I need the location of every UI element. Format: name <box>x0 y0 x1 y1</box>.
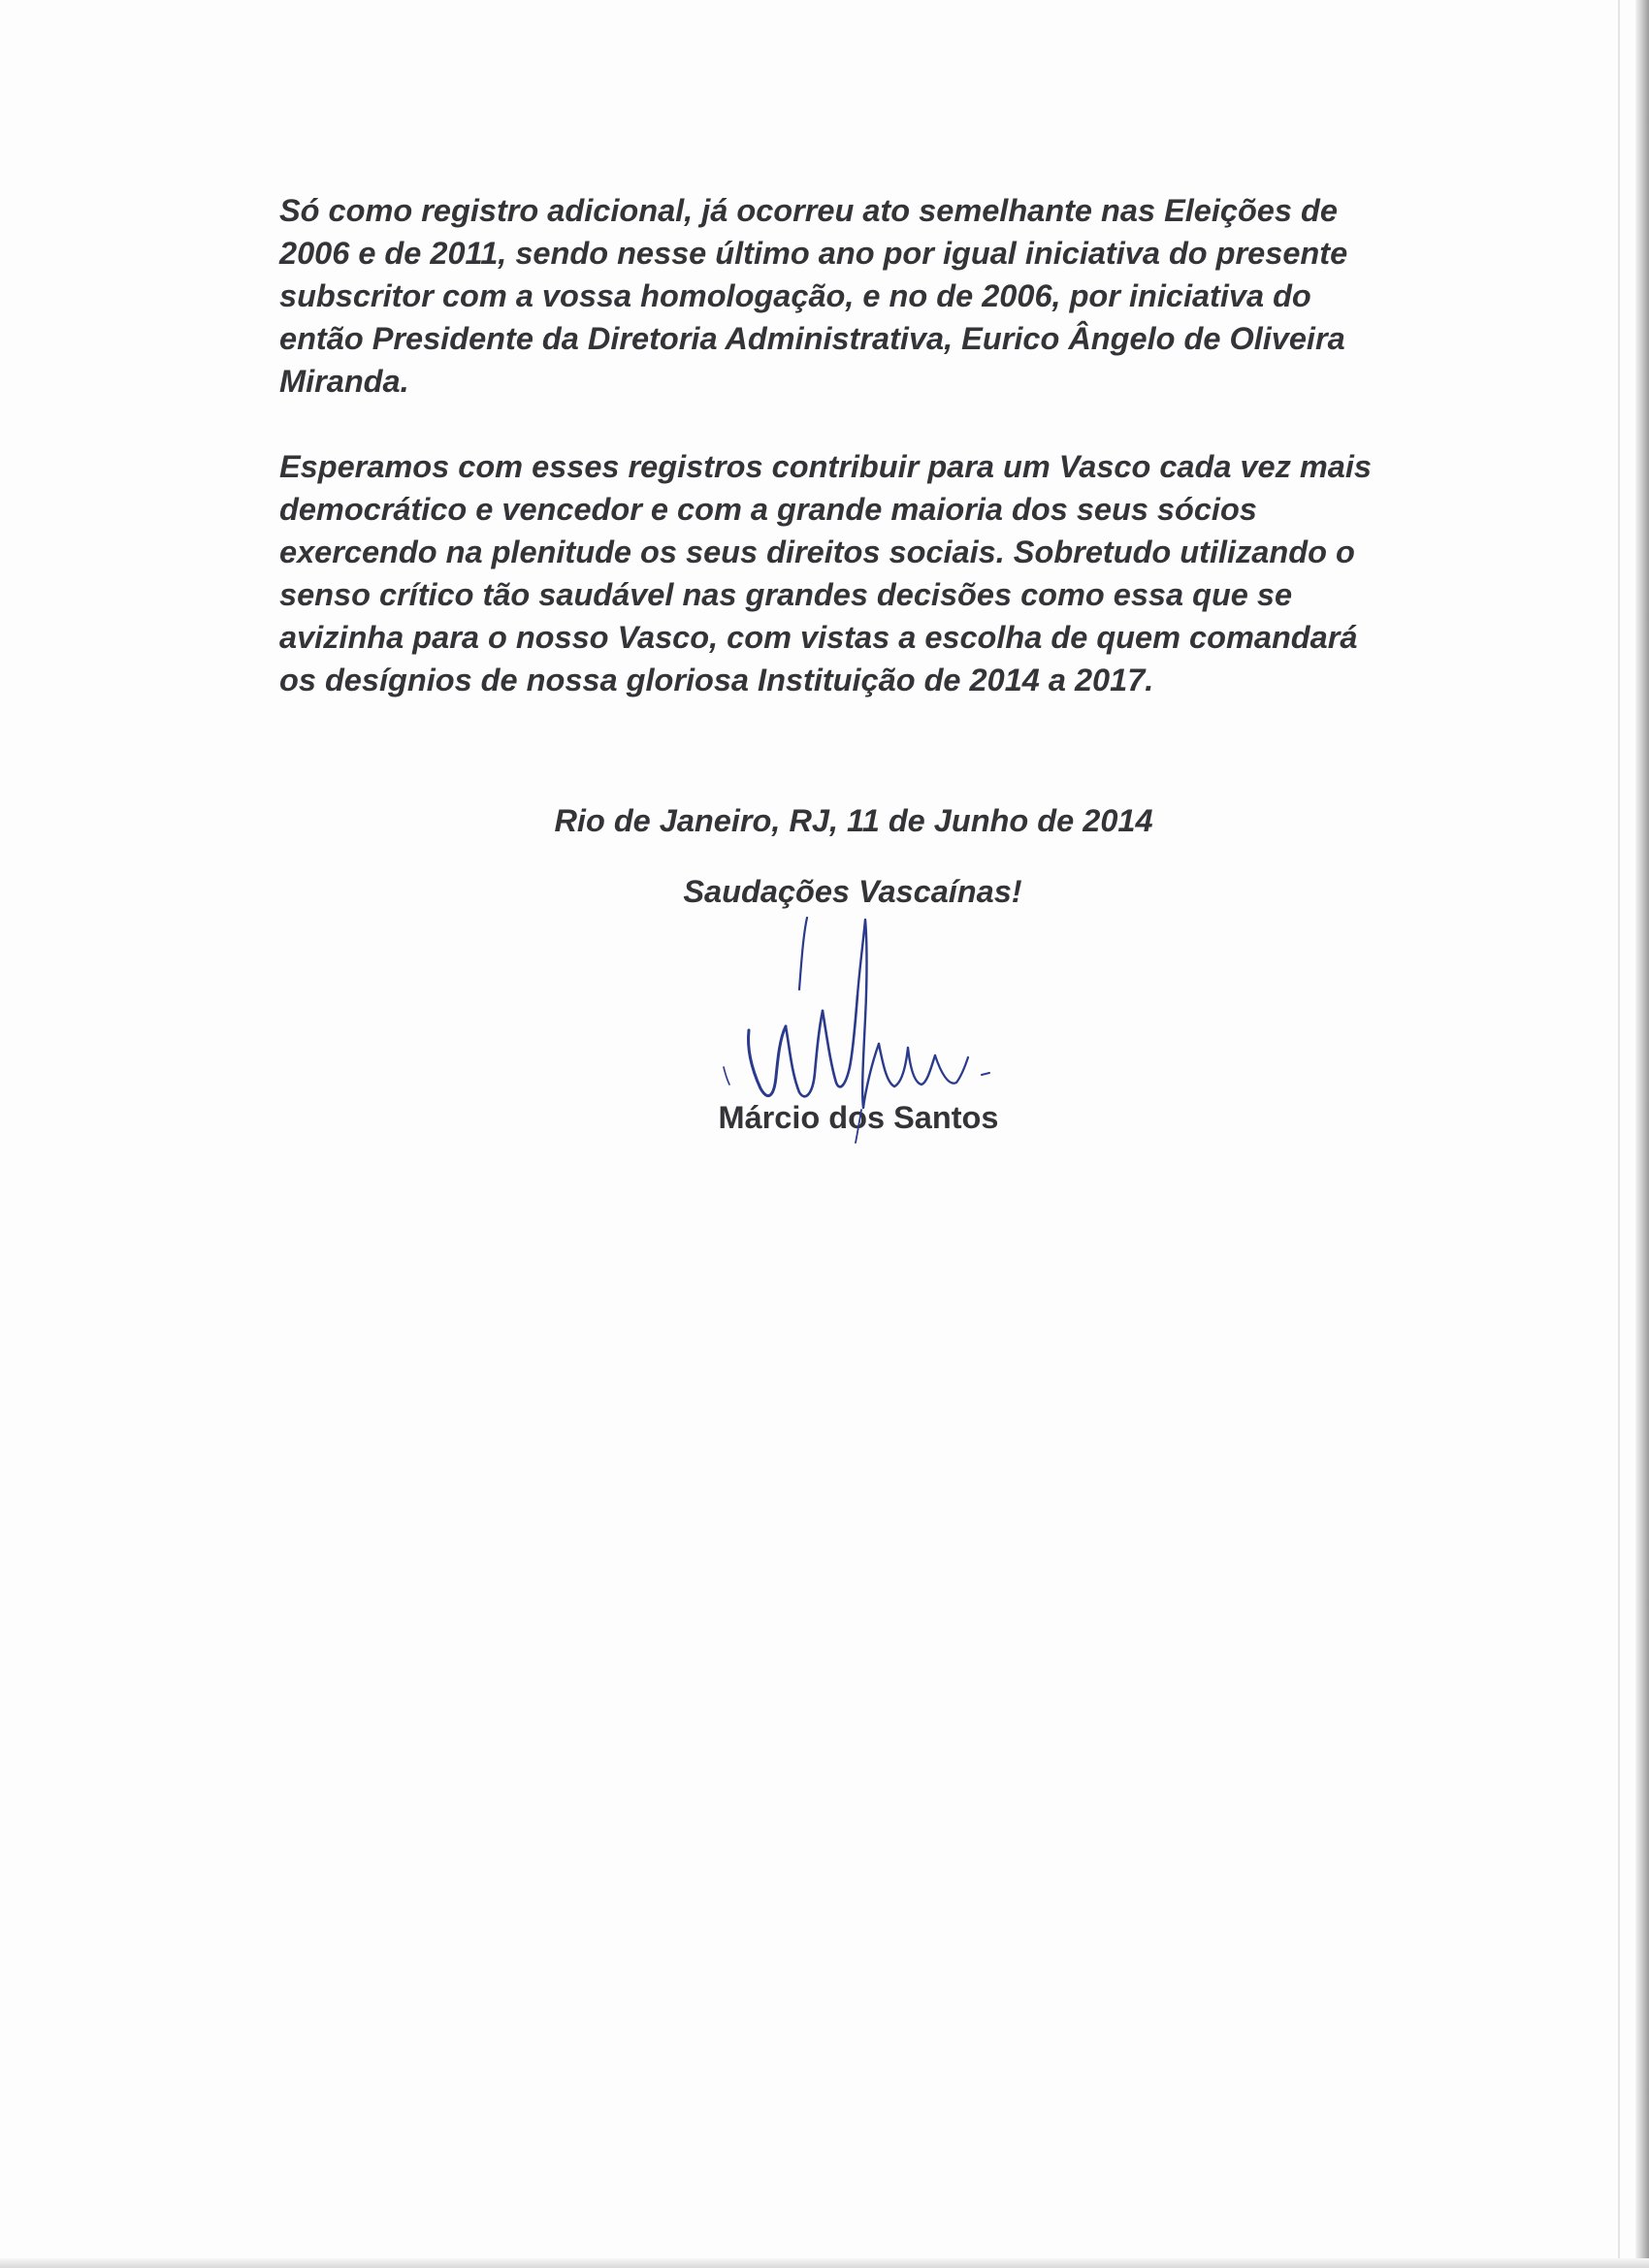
paragraph-additional-record <box>279 189 1443 403</box>
text-line: 2006 e de 2011, sendo nesse último ano por igual iniciativa do presente <box>279 236 1348 271</box>
text-line: avizinha para o nosso Vasco, com vistas a escolha de quem comandará <box>279 620 1358 655</box>
text-line: Miranda. <box>279 364 409 399</box>
handwritten-signature <box>718 902 1048 1154</box>
greeting: Saudações Vascaínas! <box>683 874 1022 909</box>
paragraph-closing-hope <box>279 445 1443 701</box>
text-line: senso crítico tão saudável nas grandes decisões como essa que se <box>279 577 1293 612</box>
text-line: exercendo na plenitude os seus direitos sociais. Sobretudo utilizando o <box>279 535 1355 569</box>
scan-bottom-edge <box>0 2258 1649 2268</box>
signature-strokes <box>724 918 989 1143</box>
signer-name: Márcio dos Santos <box>718 1100 999 1135</box>
place-and-date: Rio de Janeiro, RJ, 11 de Junho de 2014 <box>554 803 1153 838</box>
text-line: então Presidente da Diretoria Administrativa, Eurico Ângelo de Oliveira <box>279 321 1345 356</box>
text-line: democrático e vencedor e com a grande maioria dos seus sócios <box>279 492 1257 527</box>
text-line: Esperamos com esses registros contribuir para um Vasco cada vez mais <box>279 449 1372 484</box>
text-line: os desígnios de nossa gloriosa Instituição de 2014 a 2017. <box>279 663 1154 697</box>
text-line: subscritor com a vossa homologação, e no de 2006, por iniciativa do <box>279 278 1311 313</box>
text-line: Só como registro adicional, já ocorreu ato semelhante nas Eleições de <box>279 193 1338 228</box>
